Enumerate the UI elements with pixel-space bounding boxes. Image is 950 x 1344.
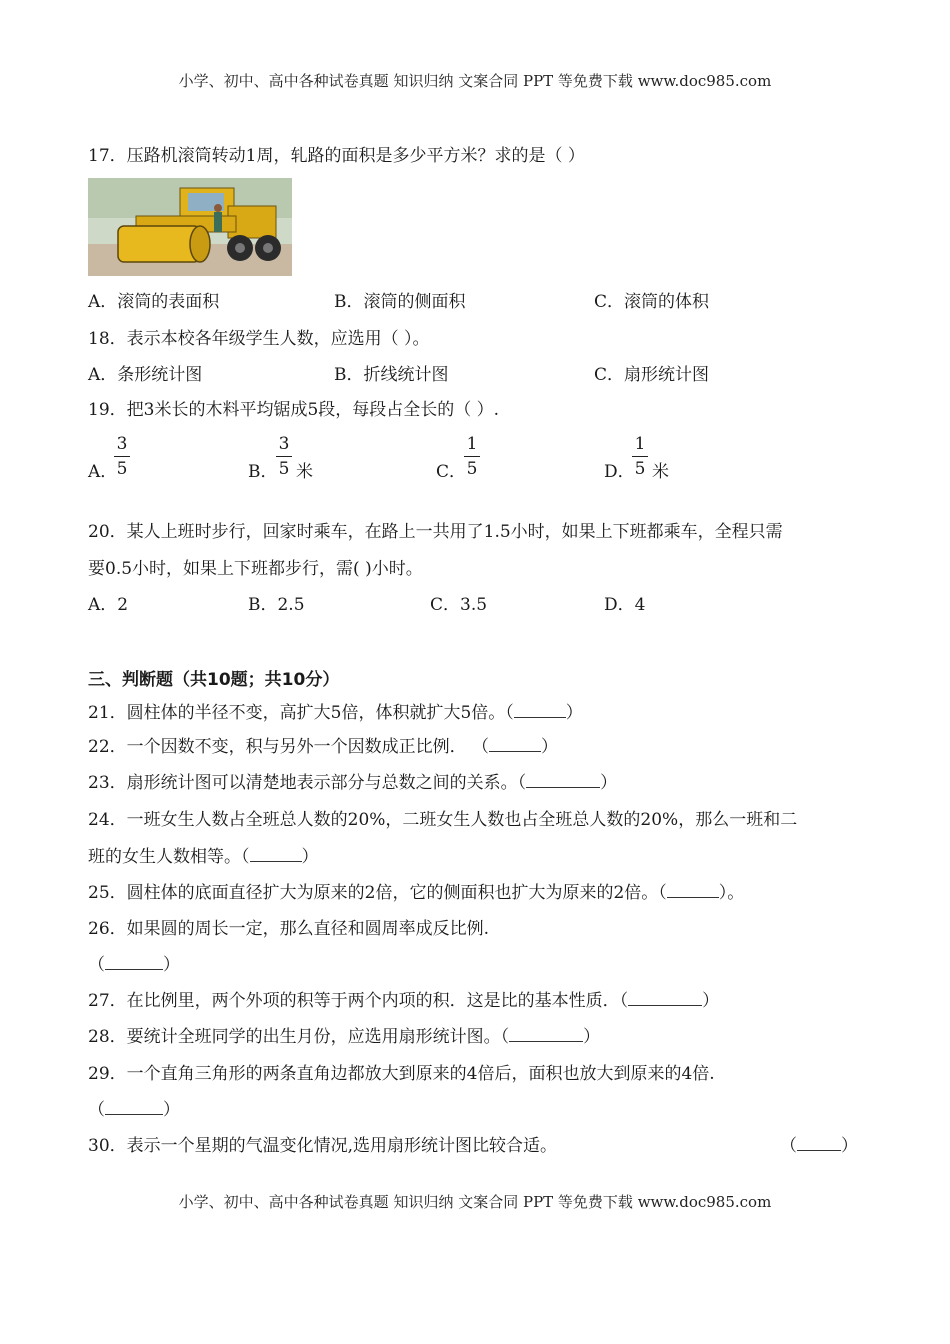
question-21 xyxy=(88,701,583,725)
question-18-stem: 18．表示本校各年级学生人数，应选用（ ）。 xyxy=(88,329,430,349)
road-roller-image xyxy=(88,178,292,276)
question-20-option-b: B．2.5 xyxy=(248,595,305,615)
question-19-option-a-letter: A． xyxy=(88,462,118,482)
fraction-numerator: 3 xyxy=(116,434,128,454)
question-24-line-2 xyxy=(88,845,319,869)
section-3-title: 三、判断题（共10题；共10分） xyxy=(88,670,340,690)
question-19-option-a-fraction xyxy=(114,434,130,479)
question-22 xyxy=(88,735,558,759)
question-24-line-1: 24．一班女生人数占全班总人数的20%，二班女生人数也占全班总人数的20%，那么一班和二 xyxy=(88,810,798,830)
fraction-denominator: 5 xyxy=(278,459,290,479)
question-22-text: 22．一个因数不变，积与另外一个因数成正比例． （ xyxy=(88,737,490,757)
question-19-stem: 19．把3米长的木料平均锯成5段，每段占全长的（ ）. xyxy=(88,400,500,420)
fraction-denominator: 5 xyxy=(116,459,128,479)
answer-blank[interactable] xyxy=(628,991,702,1006)
question-17-option-b: B．滚筒的侧面积 xyxy=(334,292,466,312)
question-29: 29．一个直角三角形的两条直角边都放大到原来的4倍后，面积也放大到原来的4倍. xyxy=(88,1064,715,1084)
answer-blank[interactable] xyxy=(514,703,566,718)
question-28-text: 28．要统计全班同学的出生月份，应选用扇形统计图。（ xyxy=(88,1027,510,1047)
question-30-answer xyxy=(780,1134,858,1158)
question-26: 26．如果圆的周长一定，那么直径和圆周率成反比例. xyxy=(88,919,490,939)
question-19-option-c-fraction xyxy=(464,434,480,479)
question-23-text: 23．扇形统计图可以清楚地表示部分与总数之间的关系。（ xyxy=(88,773,527,793)
question-19-option-b-fraction xyxy=(276,434,292,479)
question-25-text: 25．圆柱体的底面直径扩大为原来的2倍，它的侧面积也扩大为原来的2倍。（ xyxy=(88,883,667,903)
question-27-text: 27．在比例里，两个外项的积等于两个内项的积．这是比的基本性质．（ xyxy=(88,991,629,1011)
question-29-answer xyxy=(88,1098,180,1122)
answer-blank[interactable] xyxy=(105,955,163,970)
close-paren: ） xyxy=(583,1027,601,1047)
answer-blank[interactable] xyxy=(250,847,302,862)
close-paren: ） xyxy=(163,1100,180,1120)
fraction-denominator: 5 xyxy=(466,459,478,479)
open-paren: （ xyxy=(88,955,105,975)
answer-blank[interactable] xyxy=(797,1136,841,1151)
answer-blank[interactable] xyxy=(509,1027,583,1042)
question-28 xyxy=(88,1025,600,1049)
question-19-option-b-unit: 米 xyxy=(296,462,313,482)
answer-blank[interactable] xyxy=(489,737,541,752)
question-20-option-c: C．3.5 xyxy=(430,595,488,615)
close-paren: ） xyxy=(600,773,618,793)
question-20-option-a: A．2 xyxy=(88,595,129,615)
fraction-numerator: 3 xyxy=(278,434,290,454)
question-18-option-c: C．扇形统计图 xyxy=(594,365,710,385)
question-19-option-c-letter: C． xyxy=(436,462,467,482)
question-24-text: 班的女生人数相等。（ xyxy=(88,847,250,867)
question-19-option-d-fraction xyxy=(632,434,648,479)
question-20-stem-line-1: 20．某人上班时步行，回家时乘车，在路上一共用了1.5小时，如果上下班都乘车，全程只需 xyxy=(88,522,783,542)
question-17-option-a: A．滚筒的表面积 xyxy=(88,292,220,312)
close-paren: ） xyxy=(301,847,319,867)
close-paren: ） xyxy=(702,991,720,1011)
close-paren: ） xyxy=(163,955,180,975)
question-19-option-d-unit: 米 xyxy=(652,462,669,482)
question-19-option-b-letter: B． xyxy=(248,462,278,482)
question-21-text: 21．圆柱体的半径不变，高扩大5倍，体积就扩大5倍。（ xyxy=(88,703,514,723)
fraction-bar xyxy=(632,456,648,457)
fraction-denominator: 5 xyxy=(634,459,646,479)
question-27 xyxy=(88,989,719,1013)
fraction-bar xyxy=(276,456,292,457)
question-17-option-c: C．滚筒的体积 xyxy=(594,292,710,312)
question-18-option-b: B．折线统计图 xyxy=(334,365,449,385)
question-30: 30．表示一个星期的气温变化情况,选用扇形统计图比较合适。 xyxy=(88,1136,558,1156)
question-25-tail: ）。 xyxy=(718,883,745,903)
question-26-answer xyxy=(88,953,180,977)
close-paren: ） xyxy=(841,1136,858,1156)
answer-blank[interactable] xyxy=(105,1100,163,1115)
page-footer: 小学、初中、高中各种试卷真题 知识归纳 文案合同 PPT 等免费下载 www.doc985.com xyxy=(178,1193,772,1211)
question-20-option-d: D．4 xyxy=(604,595,646,615)
question-25 xyxy=(88,881,744,905)
open-paren: （ xyxy=(780,1136,797,1156)
answer-blank[interactable] xyxy=(526,773,600,788)
fraction-numerator: 1 xyxy=(634,434,646,454)
close-paren: ） xyxy=(541,737,559,757)
open-paren: （ xyxy=(88,1100,105,1120)
question-17-stem: 17．压路机滚筒转动1周，轧路的面积是多少平方米？求的是（ ） xyxy=(88,146,585,166)
question-20-stem-line-2: 要0.5小时，如果上下班都步行，需( )小时。 xyxy=(88,559,423,579)
question-19-option-d-letter: D． xyxy=(604,462,635,482)
fraction-bar xyxy=(114,456,130,457)
answer-blank[interactable] xyxy=(667,883,719,898)
question-23 xyxy=(88,771,617,795)
question-18-option-a: A．条形统计图 xyxy=(88,365,203,385)
close-paren: ） xyxy=(565,703,583,723)
fraction-bar xyxy=(464,456,480,457)
page-header: 小学、初中、高中各种试卷真题 知识归纳 文案合同 PPT 等免费下载 www.doc985.com xyxy=(178,72,772,90)
fraction-numerator: 1 xyxy=(466,434,478,454)
